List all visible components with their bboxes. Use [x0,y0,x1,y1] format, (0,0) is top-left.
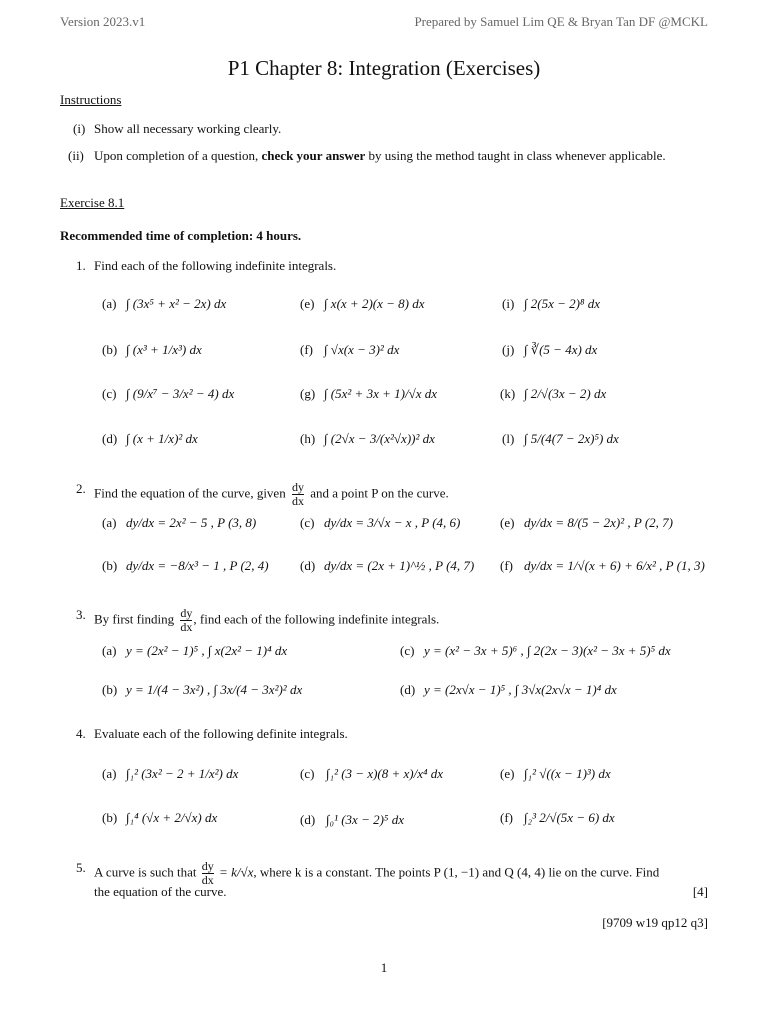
derivative-integral-expr: y = (2x√x − 1)⁵ , ∫ 3√x(2x√x − 1)⁴ dx [424,682,617,697]
part-label: (d) [300,558,316,573]
ode-expr: dy/dx = 2x² − 5 , P (3, 8) [126,515,257,530]
integral-expr: ∫ (9/x⁷ − 3/x² − 4) dx [126,386,235,401]
question-text: A curve is such that $\frac{dy}{dx}$ = k/√x, where k is a constant. The points P (1, −1) and Q (4, 4) lie on the curve. Find [94,859,660,887]
page-title: P1 Chapter 8: Integration (Exercises) [227,56,541,80]
part-label: (c) [300,766,315,781]
part-label: (e) [500,766,515,781]
page-number: 1 [380,960,388,975]
part-label: (e) [500,515,515,530]
part-label: (c) [102,386,117,401]
question-text: By first finding $\frac{dy}{dx}$ , find each of the following indefinite integrals. [94,606,440,634]
part-label: (j) [502,342,515,357]
instruction-num: (ii) [68,148,84,163]
part-label: (d) [300,812,316,827]
part-label: (d) [102,431,118,446]
definite-integral-expr: ∫₁⁴ (√x + 2/√x) dx [126,810,218,825]
derivative-integral-expr: y = (x² − 3x + 5)⁶ , ∫ 2(2x − 3)(x² − 3x + 5)⁵ dx [424,643,671,658]
integral-expr: ∫ (x³ + 1/x³) dx [126,342,202,357]
part-label: (f) [500,810,513,825]
part-label: (c) [300,515,315,530]
marks: [4] [692,884,708,899]
part-label: (b) [102,558,118,573]
ode-expr: dy/dx = 8/(5 − 2x)² , P (2, 7) [524,515,673,530]
definite-integral-expr: ∫₁² (3x² − 2 + 1/x²) dx [126,766,239,781]
instruction-text: Show all necessary working clearly. [94,121,282,136]
part-label: (e) [300,296,315,311]
part-label: (h) [300,431,316,446]
integral-expr: ∫ 2/√(3x − 2) dx [524,386,607,401]
integral-expr: ∫ 5/(4(7 − 2x)⁵) dx [524,431,619,446]
part-label: (a) [102,515,117,530]
integral-expr: ∫ (5x² + 3x + 1)/√x dx [324,386,437,401]
question-text-line2: the equation of the curve. [94,884,227,899]
part-label: (c) [400,643,415,658]
definite-integral-expr: ∫₁² (3 − x)(8 + x)/x⁴ dx [326,766,444,781]
ode-expr: dy/dx = −8/x³ − 1 , P (2, 4) [126,558,269,573]
version-label: Version 2023.v1 [60,14,146,29]
ode-expr: dy/dx = (2x + 1)^½ , P (4, 7) [324,558,475,573]
integral-expr: ∫ x(x + 2)(x − 8) dx [324,296,425,311]
part-label: (a) [102,766,117,781]
derivative-integral-expr: y = 1/(4 − 3x²) , ∫ 3x/(4 − 3x²)² dx [126,682,303,697]
question-number: 5. [76,860,86,875]
recommended-time: Recommended time of completion: 4 hours. [60,228,302,243]
part-label: (g) [300,386,316,401]
integral-expr: ∫ √x(x − 3)² dx [324,342,400,357]
question-number: 4. [76,726,86,741]
question-text: Evaluate each of the following definite integrals. [94,726,348,741]
exercise-heading: Exercise 8.1 [60,195,125,210]
question-text: Find each of the following indefinite integrals. [94,258,337,273]
part-label: (d) [400,682,416,697]
integral-expr: ∫ (3x⁵ + x² − 2x) dx [126,296,227,311]
question-number: 3. [76,607,86,622]
instruction-num: (i) [73,121,86,136]
ode-expr: dy/dx = 3/√x − x , P (4, 6) [324,515,461,530]
part-label: (a) [102,643,117,658]
instruction-text: Upon completion of a question, check your answer by using the method taught in class whenever applicable. [94,148,666,163]
part-label: (f) [500,558,513,573]
definite-integral-expr: ∫₀¹ (3x − 2)⁵ dx [326,812,404,827]
integral-expr: ∫ ∛(5 − 4x) dx [524,342,598,357]
part-label: (i) [502,296,515,311]
part-label: (l) [502,431,515,446]
part-label: (f) [300,342,313,357]
prepared-by: Prepared by Samuel Lim QE & Bryan Tan DF @MCKL [414,14,708,29]
question-number: 1. [76,258,86,273]
definite-integral-expr: ∫₁² √((x − 1)³) dx [524,766,611,781]
part-label: (a) [102,296,117,311]
integral-expr: ∫ (x + 1/x)² dx [126,431,198,446]
integral-expr: ∫ (2√x − 3/(x²√x))² dx [324,431,435,446]
integral-expr: ∫ 2(5x − 2)⁸ dx [524,296,601,311]
part-label: (b) [102,810,118,825]
source-reference: [9709 w19 qp12 q3] [602,915,708,930]
part-label: (k) [500,386,516,401]
instructions-heading: Instructions [60,92,122,107]
part-label: (b) [102,342,118,357]
question-number: 2. [76,481,86,496]
ode-expr: dy/dx = 1/√(x + 6) + 6/x² , P (1, 3) [524,558,705,573]
derivative-integral-expr: y = (2x² − 1)⁵ , ∫ x(2x² − 1)⁴ dx [126,643,288,658]
question-text: Find the equation of the curve, given $\frac{dy}{dx}$ and a point P on the curve. [94,480,449,508]
definite-integral-expr: ∫₂³ 2/√(5x − 6) dx [524,810,615,825]
part-label: (b) [102,682,118,697]
